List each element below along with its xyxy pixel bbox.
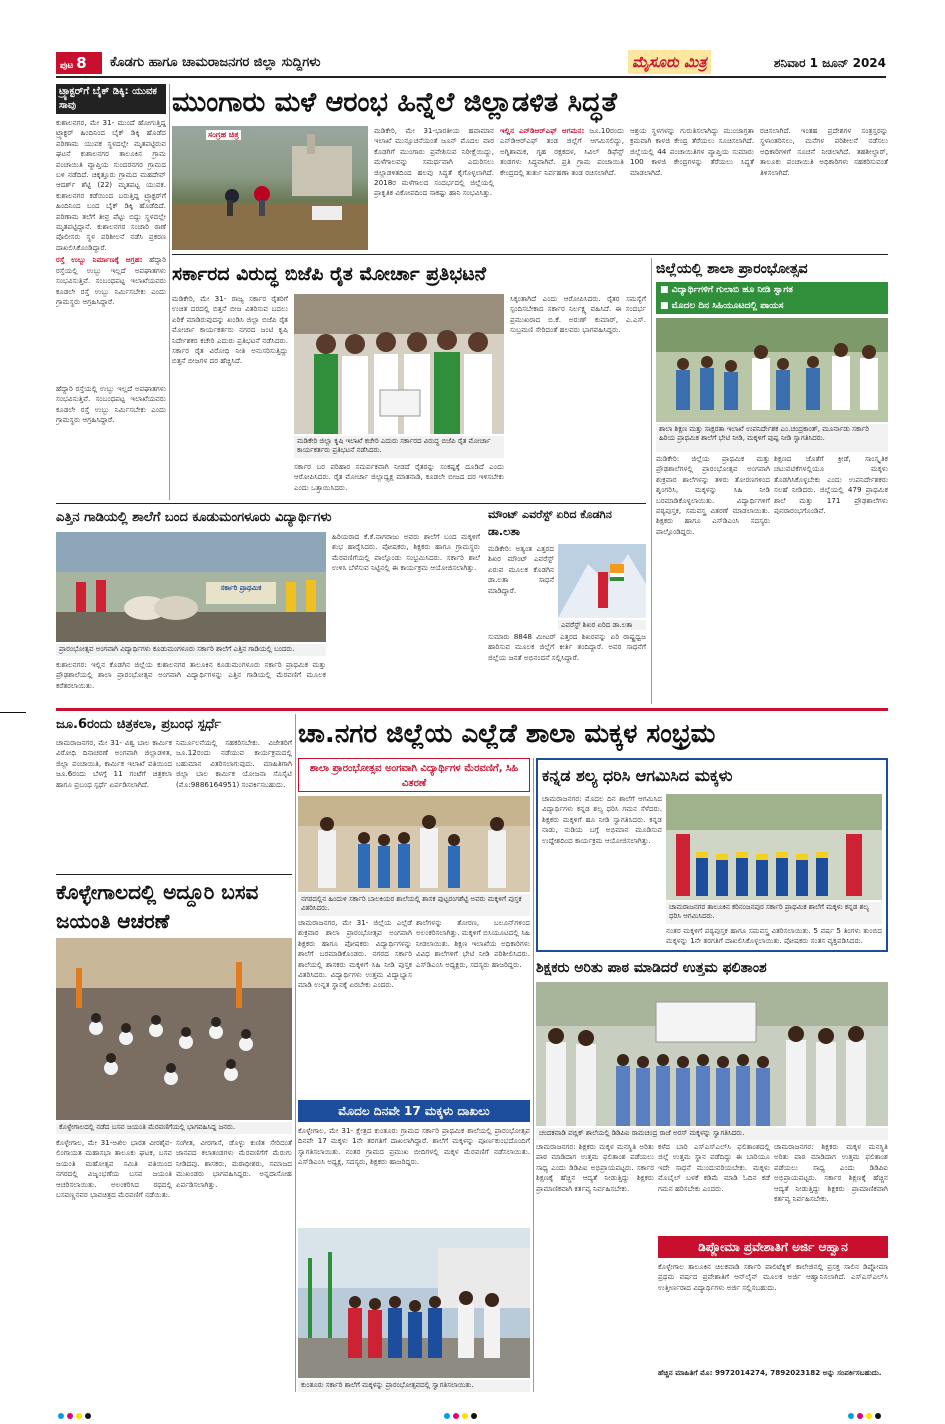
teachers-photo <box>536 982 888 1126</box>
everest-col-2: ಸುಮಾರು 8848 ಮೀಟರ್ ಎತ್ತರದ ಶಿಖರವನ್ನು ಏರಿ ರಾಷ್ಟ್ರಧ್ವಜ ಹಾರಿಸುವ ಮೂಲಕ ಜಿಲ್ಲೆಗೆ ಕೀರ್ತಿ ತಂದಿದ್ದಾರೆ. ಅವರ ಸಾಧನೆಗೆ ಜಿಲ್ಲೆಯ ಜನತೆ ಅಭಿನಂದನೆ ಸಲ್ಲಿಸಿದ್ದಾರೆ. <box>488 632 646 662</box>
teachers-col-3: ಚಾಮರಾಜನಗರ: ಶಿಕ್ಷಕರು ಮಕ್ಕಳ ಮನಸ್ಥಿತಿ ಅರಿತು ಪಾಠ ಮಾಡಿದಾಗ ಉತ್ತಮ ಫಲಿತಾಂಶ ಪಡೆಯಲು ಸಾಧ್ಯ ಎಂದು ಡಿಡಿಪಿಐ ಅಭಿಪ್ರಾಯಪಟ್ಟರು. ಸರ್ಕಾರ ಶಿಕ್ಷಣಕ್ಕೆ ಹೆಚ್ಚಿನ ಆದ್ಯತೆ ನೀಡುತ್ತಿದ್ದು ಶಿಕ್ಷಕರು ಪ್ರಾಮಾಣಿಕವಾಗಿ ಕರ್ತವ್ಯ ನಿರ್ವಹಿಸಬೇಕು. <box>774 1142 888 1204</box>
masthead-logo: ಮೈಸೂರು ಮಿತ್ರ <box>628 50 711 74</box>
school-banner: ಸರ್ಕಾರಿ ಪ್ರಾಥಮಿಕ <box>220 584 262 592</box>
bullock-caption: ಪ್ರಾರಂಭೋತ್ಸವ ಅಂಗವಾಗಿ ವಿದ್ಯಾರ್ಥಿಗಳು ಕೂಡುಮಂಗಳೂರು ಸರ್ಕಾರಿ ಶಾಲೆಗೆ ಎತ್ತಿನ ಗಾಡಿಯಲ್ಲಿ ಬಂದರು. <box>56 644 326 656</box>
divider <box>172 254 888 255</box>
students-group-graphic <box>656 318 888 422</box>
tractor-subhead: ರಸ್ತೆ ಉಬ್ಬು ನಿರ್ಮಾಣಕ್ಕೆ ಆಗ್ರಹ: <box>56 255 143 265</box>
diploma-contact: ಹೆಚ್ಚಿನ ಮಾಹಿತಿಗೆ ಮೊ: 9972014274, 7892023182 ಅನ್ನು ಸಂಪರ್ಕಿಸಬಹುದು. <box>658 1368 882 1377</box>
teachers-caption: ಚಂದಕವಾಡಿ ಪಬ್ಲಿಕ್ ಶಾಲೆಯಲ್ಲಿ ಡಿಡಿಪಿಐ ರಾಮಚಂದ್ರ ರಾಜೆ ಅರಸ್ ಮಕ್ಕಳನ್ನು ಸ್ವಾಗತಿಸಿದರು. <box>536 1128 888 1140</box>
basava-photo <box>56 938 292 1120</box>
chanagar-photo <box>298 796 530 892</box>
kannada-headline: ಕನ್ನಡ ಶಲ್ಯ ಧರಿಸಿ ಆಗಮಿಸಿದ ಮಕ್ಕಳು <box>542 766 733 785</box>
students-in-uniform-graphic <box>666 794 882 900</box>
crop-mark <box>0 712 26 713</box>
bullock-photo <box>56 532 326 642</box>
kannada-col-2: ನಂತರ ಮಕ್ಕಳಿಗೆ ಪಠ್ಯಪುಸ್ತಕ ಹಾಗೂ ಸಮವಸ್ತ್ರ ವಿತರಿಸಲಾಯಿತು. 5 ವರ್ಷ 5 ತಿಂಗಳು ತುಂಬಿದ ಮಕ್ಕಳನ್ನು 1ನೇ ತರಗತಿಗೆ ದಾಖಲಿಸಿಕೊಳ್ಳಲಾಯಿತು. ಪೋಷಕರು ಸಂತಸ ವ್ಯಕ್ತಪಡಿಸಿದರು. <box>666 926 882 946</box>
essay-col-2: ನಿರ್ಮೂಲನೆಯಲ್ಲಿ ಸಹಕರಿಸಬೇಕು. ವಿಜೇತರಿಗೆ ಜೂ.12ರಂದು ನಡೆಯುವ ಕಾರ್ಯಕ್ರಮದಲ್ಲಿ ಬಹುಮಾನ ವಿತರಿಸಲಾಗುವುದು. ಮಾಹಿತಿಗಾಗಿ ಜಿಲ್ಲಾ ಬಾಲ ಕಾರ್ಮಿಕ ಯೋಜನಾ ಸೊಸೈಟಿ (ಮೊ:9886164951) ಸಂಪರ್ಕಿಸಬಹುದು. <box>176 738 292 789</box>
bullock-cart-graphic <box>56 532 326 642</box>
school-start-headline: ಜಿಲ್ಲೆಯಲ್ಲಿ ಶಾಲಾ ಪ್ರಾರಂಭೋತ್ಸವ <box>656 261 808 277</box>
everest-col-1: ಮಡಿಕೇರಿ: ಅತ್ಯಂತ ಎತ್ತರದ ಶಿಖರ ಮೌಂಟ್ ಎವರೆಸ್ಟ್ ಏರುವ ಮೂಲಕ ಕೊಡಗಿನ ಡಾ.ಲತಾ ಸಾಧನೆ ಮಾಡಿದ್ದಾರೆ. <box>488 544 554 595</box>
welcome-ceremony-graphic <box>536 982 888 1126</box>
chanagar-subheadline-box <box>298 758 530 792</box>
basava-caption: ಕೊಳ್ಳೇಗಾಲದಲ್ಲಿ ನಡೆದ ಬಸವ ಜಯಂತಿ ಮೆರವಣಿಗೆಯಲ್ಲಿ ಭಾಗವಹಿಸಿದ್ದ ಜನರು. <box>56 1122 292 1134</box>
seventeen-headline-box <box>298 1100 530 1122</box>
essay-col-1: ಚಾಮರಾಜನಗರ, ಮೇ 31- ವಿಶ್ವ ಬಾಲ ಕಾರ್ಮಿಕ ವಿರೋಧಿ ದಿನಾಚರಣೆ ಅಂಗವಾಗಿ ಜಿಲ್ಲಾಡಳಿತ, ಜಿಲ್ಲಾ ಪಂಚಾಯಿತಿ, ಕಾರ್ಮಿಕ ಇಲಾಖೆ ವತಿಯಿಂದ ಜೂ.6ರಂದು ಬೆಳಗ್ಗೆ 11 ಗಂಟೆಗೆ ಚಿತ್ರಕಲಾ ಹಾಗೂ ಪ್ರಬಂಧ ಸ್ಪರ್ಧೆ ಏರ್ಪಡಿಸಲಾಗಿದೆ. <box>56 738 172 789</box>
bullet-2-text: ಮೊದಲ ದಿನ ಸಿಹಿಯೂಟದಲ್ಲಿ ಪಾಯಸ <box>671 301 784 311</box>
monsoon-photo <box>172 126 368 250</box>
registration-marks-left <box>58 1404 94 1423</box>
kannada-photo <box>666 794 882 900</box>
tractor-headline <box>56 84 166 114</box>
seventeen-photo <box>298 1228 530 1378</box>
school-start-bullet-1 <box>656 282 888 298</box>
tractor-body <box>56 118 166 380</box>
monsoon-col-1: ಮಡಿಕೇರಿ, ಮೇ 31-ಭಾರತೀಯ ಹವಾಮಾನ ಇಲಾಖೆ ಮುನ್ಸೂಚನೆಯಂತೆ ಜೂನ್ ಮೊದಲ ವಾರ ಕೊಡಗಿಗೆ ಮುಂಗಾರು ಪ್ರವೇಶಿಸುವ ನಿರೀಕ್ಷೆಯಿದ್ದು, ಮಳೆಗಾಲವನ್ನು ಸಮರ್ಥವಾಗಿ ಎದುರಿಸಲು ಜಿಲ್ಲಾಡಳಿತದಿಂದ ಹಲವು ಸಿದ್ಧತೆ ಕೈಗೊಳ್ಳಲಾಗಿದೆ. 2018ರ ಮಳೆಗಾಲದ ಸಂದರ್ಭದಲ್ಲಿ ಜಿಲ್ಲೆಯಲ್ಲಿ ಪ್ರಾಕೃತಿಕ ವಿಕೋಪದಿಂದ ಸಾಕಷ್ಟು ಹಾನಿ ಸಂಭವಿಸಿತ್ತು. <box>374 126 494 198</box>
bjp-col-3: ಸಿಕ್ಕಂತಾಗಿದೆ ಎಂದು ಆರೋಪಿಸಿದರು. ರೈತರ ಸಮಸ್ಯೆಗೆ ಸ್ಪಂದಿಸಬೇಕಾದ ಸರ್ಕಾರ ನಿರ್ಲಕ್ಷ್ಯ ವಹಿಸಿದೆ. ಈ ಸಂದರ್ಭ ಪ್ರಮುಖರಾದ ಬಿ.ಕೆ. ಅರುಣ್ ಕುಮಾರ್, ಎ.ಎಸ್. ಸುಬ್ರಮಣಿ ಸೇರಿದಂತೆ ಹಲವರು ಭಾಗವಹಿಸಿದ್ದರು. <box>510 294 646 335</box>
mountain-summit-graphic <box>558 544 646 618</box>
tractor-body2: ಹೆದ್ದಾರಿ ರಸ್ತೆಯಲ್ಲಿ ಉಬ್ಬು ಇಲ್ಲದೆ ಅಪಘಾತಗಳು ಸಂಭವಿಸುತ್ತಿವೆ. ಸಂಬಂಧಪಟ್ಟ ಇಲಾಖೆಯವರು ಕೂಡಲೇ ರಸ್ತೆ ಉಬ್ಬು ನಿರ್ಮಿಸಬೇಕು ಎಂದು ಗ್ರಾಮಸ್ಥರು ಆಗ್ರಹಿಸಿದ್ದಾರೆ. <box>56 255 166 306</box>
students-with-mla-graphic <box>298 796 530 892</box>
basava-col-1: ಕೊಳ್ಳೇಗಾಲ, ಮೇ 31-ಅಖಿಲ ಭಾರತ ವೀರಶೈವ-ಲಿಂಗಾಯತ ಮಹಾಸಭಾ ತಾಲೂಕು ಘಟಕ, ಬಸವ ಜಯಂತಿ ಮಹೋತ್ಸವ ಸಮಿತಿ ವತಿಯಿಂದ ನಗರದಲ್ಲಿ ವಿಜೃಂಭಣೆಯ ಬಸವ ಜಯಂತಿ ಆಚರಿಸಲಾಯಿತು. ಅಲಂಕರಿಸಿದ ರಥದಲ್ಲಿ ಬಸವಣ್ಣನವರ ಭಾವಚಿತ್ರದ ಮೆರವಣಿಗೆ ನಡೆಯಿತು. <box>56 1138 172 1200</box>
protest-crowd-graphic <box>294 294 504 434</box>
diploma-headline: ಡಿಪ್ಲೋಮಾ ಪ್ರವೇಶಾತಿಗೆ ಅರ್ಜಿ ಆಹ್ವಾನ <box>698 1240 848 1254</box>
registration-marks-right <box>848 1404 884 1423</box>
school-start-col-2: ಶಿಕ್ಷಣದ ಜೊತೆಗೆ ಕ್ರೀಡೆ, ಸಾಂಸ್ಕೃತಿಕ ಚಟುವಟಿಕೆಗಳಲ್ಲಿಯೂ ಮಕ್ಕಳು ತೊಡಗಿಸಿಕೊಳ್ಳಬೇಕು ಎಂದು ಉಪನಿರ್ದೇಶಕರು ಸಲಹೆ ನೀಡಿದರು. ಜಿಲ್ಲೆಯಲ್ಲಿ 479 ಪ್ರಾಥಮಿಕ ಶಾಲೆ ಮತ್ತು 171 ಪ್ರೌಢಶಾಲೆಗಳು ಪುನರಾರಂಭಗೊಂಡಿವೆ. <box>774 454 888 516</box>
bullock-col-1: ಕುಶಾಲನಗರ: ಇಲ್ಲಿನ ಕೊಡಗಿನ ಜಿಲ್ಲೆಯ ಕುಶಾಲನಗರ ತಾಲೂಕಿನ ಕೂಡುಮಂಗಳೂರು ಸರ್ಕಾರಿ ಪ್ರಾಥಮಿಕ ಮತ್ತು ಪ್ರೌಢಶಾಲೆಯಲ್ಲಿ ಶಾಲಾ ಪ್ರಾರಂಭೋತ್ಸವ ಅಂಗವಾಗಿ ವಿದ್ಯಾರ್ಥಿಗಳನ್ನು ಎತ್ತಿನ ಗಾಡಿಯಲ್ಲಿ ಮೆರವಣಿಗೆ ಮೂಲಕ ಕರೆತರಲಾಯಿತು. <box>56 660 326 690</box>
seventeen-caption: ಕುಂತೂರು ಸರ್ಕಾರಿ ಶಾಲೆಗೆ ಮಕ್ಕಳನ್ನು ಪ್ರಾರಂಭೋತ್ಸವದಲ್ಲಿ ಸ್ವಾಗತಿಸಲಾಯಿತು. <box>298 1380 530 1392</box>
edition-date: ಶನಿವಾರ 1 ಜೂನ್ 2024 <box>773 56 886 70</box>
school-start-caption: ಶಾಲಾ ಶಿಕ್ಷಣ ಮತ್ತು ಸಾಕ್ಷರತಾ ಇಲಾಖೆ ಉಪನಿರ್ದೇಶಕ ಎಂ.ಚಂದ್ರಕಾಂತ್, ಮೂರ್ನಾಡು ಸರ್ಕಾರಿ ಹಿರಿಯ ಪ್ರಾಥಮಿಕ ಶಾಲೆಗೆ ಭೇಟಿ ನೀಡಿ, ಮಕ್ಕಳಿಗೆ ಪುಷ್ಪ ನೀಡಿ ಸ್ವಾಗತಿಸಿದರು. <box>656 424 888 452</box>
bullock-headline: ಎತ್ತಿನ ಗಾಡಿಯಲ್ಲಿ ಶಾಲೆಗೆ ಬಂದ ಕೂಡುಮಂಗಳೂರು ವಿದ್ಯಾರ್ಥಿಗಳು <box>56 510 332 525</box>
everest-photo <box>558 544 646 618</box>
monsoon-photo-label: ಸಂಗ್ರಹ ಚಿತ್ರ <box>208 130 239 139</box>
monsoon-col2-text: ಜೂ.10ರಂದು ಎನ್‌ಡಿಆರ್‌ಎಫ್ ತಂಡ ಜಿಲ್ಲೆಗೆ ಆಗಮಿಸಲಿದ್ದು, ಅಗ್ನಿಶಾಮಕ, ಗೃಹ ರಕ್ಷಕದಳ, ಸಿವಿಲ್ ಡಿಫೆನ್ಸ್ ತಂಡಗಳು ಸಿದ್ಧವಾಗಿವೆ. ಪ್ರತಿ ಗ್ರಾಮ ಪಂಚಾಯಿತಿ ಕೇಂದ್ರದಲ್ಲಿ ತುರ್ತು ನಿರ್ವಹಣಾ ತಂಡ ರಚಿಸಲಾಗಿದೆ. <box>500 126 624 177</box>
essay-headline: ಜೂ.6ರಂದು ಚಿತ್ರಕಲಾ, ಪ್ರಬಂಧ ಸ್ಪರ್ಧೆ <box>56 717 222 732</box>
header-rule <box>56 76 886 78</box>
column-rule <box>169 84 170 500</box>
school-start-photo <box>656 318 888 422</box>
bjp-caption: ಮಡಿಕೇರಿ ಜಿಲ್ಲಾ ಕೃಷಿ ಇಲಾಖೆ ಕಚೇರಿ ಎದುರು ಸರ್ಕಾರದ ವಿರುದ್ಧ ಬಿಜೆಪಿ ರೈತ ಮೋರ್ಚಾ ಕಾರ್ಯಕರ್ತರು ಪ್ರತಿಭಟನೆ ನಡೆಸಿದರು. <box>294 436 504 458</box>
monsoon-headline: ಮುಂಗಾರು ಮಳೆ ಆರಂಭ ಹಿನ್ನೆಲೆ ಜಿಲ್ಲಾಡಳಿತ ಸಿದ್ಧತೆ <box>172 87 617 118</box>
kannada-col-1: ಚಾಮರಾಜನಗರ: ಮೊದಲ ದಿನ ಶಾಲೆಗೆ ಆಗಮಿಸಿದ ವಿದ್ಯಾರ್ಥಿಗಳು ಕನ್ನಡ ಶಲ್ಯ ಧರಿಸಿ ಗಮನ ಸೆಳೆದರು. ಶಿಕ್ಷಕರು ಮಕ್ಕಳಿಗೆ ಹೂ ನೀಡಿ ಸ್ವಾಗತಿಸಿದರು. ಕನ್ನಡ ನಾಡು, ನುಡಿಯ ಬಗ್ಗೆ ಅಭಿಮಾನ ಮೂಡಿಸುವ ಉದ್ದೇಶದಿಂದ ಕಾರ್ಯಕ್ರಮ ಆಯೋಜಿಸಲಾಗಿತ್ತು. <box>542 794 662 845</box>
kannada-caption: ಚಾಮರಾಜನಗರ ತಾಲೂಕಿನ ಕರಿನಂಜನಪುರ ಸರ್ಕಾರಿ ಪ್ರಾಥಮಿಕ ಶಾಲೆಗೆ ಮಕ್ಕಳು ಕನ್ನಡ ಶಲ್ಯ ಧರಿಸಿ ಆಗಮಿಸಿದರು. <box>666 902 882 924</box>
seventeen-headline: ಮೊದಲ ದಿನವೇ 17 ಮಕ್ಕಳು ದಾಖಲು <box>338 1104 490 1118</box>
bjp-col-1: ಮಡಿಕೇರಿ, ಮೇ 31- ರಾಜ್ಯ ಸರ್ಕಾರ ರೈತರಿಗೆ ಉಚಿತ ದರದಲ್ಲಿ ಬಿತ್ತನೆ ಬೀಜ ವಿತರಿಸುವ ಬದಲು ಏರಿಕೆ ಮಾಡಿರುವುದನ್ನು ಖಂಡಿಸಿ ಜಿಲ್ಲಾ ಬಿಜೆಪಿ ರೈತ ಮೋರ್ಚಾ ಕಾರ್ಯಕರ್ತರು ನಗರದ ಜಂಟಿ ಕೃಷಿ ನಿರ್ದೇಶಕರ ಕಚೇರಿ ಎದುರು ಪ್ರತಿಭಟನೆ ನಡೆಸಿದರು. ಸರ್ಕಾರ ರೈತ ವಿರೋಧಿ ನೀತಿ ಅನುಸರಿಸುತ್ತಿದ್ದು ಬಿತ್ತನೆ ಬೀಜಗಳ ದರ ಹೆಚ್ಚಿಸಿದೆ. <box>172 294 288 366</box>
chanagar-subheadline: ಶಾಲಾ ಪ್ರಾರಂಭೋತ್ಸವ ಅಂಗವಾಗಿ ವಿದ್ಯಾರ್ಥಿಗಳ ಮೆರವಣಿಗೆ, ಸಿಹಿ ವಿತರಣೆ <box>309 763 519 789</box>
column-rule <box>533 758 534 1392</box>
tractor-body-continued: ಹೆದ್ದಾರಿ ರಸ್ತೆಯಲ್ಲಿ ಉಬ್ಬು ಇಲ್ಲದೆ ಅಪಘಾತಗಳು ಸಂಭವಿಸುತ್ತಿವೆ. ಸಂಬಂಧಪಟ್ಟ ಇಲಾಖೆಯವರು ಕೂಡಲೇ ರಸ್ತೆ ಉಬ್ಬು ನಿರ್ಮಿಸಬೇಕು ಎಂದು ಗ್ರಾಮಸ್ಥರು ಆಗ್ರಹಿಸಿದ್ದಾರೆ. <box>56 384 166 425</box>
registration-marks-center <box>444 1404 480 1423</box>
chanagar-caption: ನಗರದಲ್ಲಿನ ಹಿಂದುಳಿ ಸರ್ಕಾರಿ ಬಾಲಕಿಯರ ಶಾಲೆಯಲ್ಲಿ ಶಾಸಕ ಪುಟ್ಟರಂಗಶೆಟ್ಟಿ ಅವರು ಮಕ್ಕಳಿಗೆ ಪುಸ್ತಕ ವಿತರಿಸಿದರು. <box>298 894 530 916</box>
monsoon-col-3: ಆಶ್ರಯ ಸ್ಥಳಗಳನ್ನು ಗುರುತಿಸಲಾಗಿದ್ದು ಮುಂಜಾಗ್ರತಾ ಕ್ರಮವಾಗಿ ಕಾಳಜಿ ಕೇಂದ್ರ ತೆರೆಯಲು ಸೂಚಿಸಲಾಗಿದೆ. ಜಿಲ್ಲೆಯಲ್ಲಿ 44 ಪಂಚಾಯಿತಿಗಳ ವ್ಯಾಪ್ತಿಯ ಸುಮಾರು 100 ಕಾಳಜಿ ಕೇಂದ್ರಗಳನ್ನು ತೆರೆಯಲು ಸಿದ್ಧತೆ ಮಾಡಲಾಗಿದೆ. <box>630 126 754 177</box>
monsoon-col-2 <box>500 126 624 250</box>
basava-headline: ಕೊಳ್ಳೇಗಾಲದಲ್ಲಿ ಅದ್ದೂರಿ ಬಸವ ಜಯಂತಿ ಆಚರಣೆ <box>56 880 259 933</box>
tractor-body-text: ಕುಶಾಲನಗರ, ಮೇ 31- ಮುಂದೆ ಹೋಗುತ್ತಿದ್ದ ಟ್ರ್ಯಾಕ್ಟರ್ ಹಿಂದಿನಿಂದ ಬೈಕ್ ಡಿಕ್ಕಿ ಹೊಡೆದ ಪರಿಣಾಮ ಯುವಕ ಸ್ಥಳದಲ್ಲೇ ಮೃತಪಟ್ಟಿರುವ ಘಟನೆ ಕುಶಾಲನಗರ ತಾಲೂಕಿನ ಗ್ರಾಮ ಪಂಚಾಯಿತಿ ವ್ಯಾಪ್ತಿಯ ಸುಂದರನಗರ ಗ್ರಾಮದ ಬಳಿ ನಡೆದಿದೆ. ಚಿಕ್ಕತ್ತೂರು ಗ್ರಾಮದ ಮಹದೇವ್ ಆದರ್ಶ್ ಶೆಟ್ಟಿ (22) ಮೃತಪಟ್ಟ ಯುವಕ. ಕುಶಾಲನಗರ ಕಡೆಯಿಂದ ಬರುತ್ತಿದ್ದ ಟ್ರ್ಯಾಕ್ಟರ್‌ಗೆ ಹಿಂದಿನಿಂದ ಬಂದ ಬೈಕ್ ಡಿಕ್ಕಿ ಹೊಡೆದಿದೆ. ಪರಿಣಾಮ ತಲೆಗೆ ತೀವ್ರ ಪೆಟ್ಟು ಬಿದ್ದು ಸ್ಥಳದಲ್ಲೇ ಮೃತಪಟ್ಟಿದ್ದಾನೆ. ಕುಶಾಲನಗರ ಸಂಚಾರಿ ಠಾಣೆ ಪೊಲೀಸರು ಸ್ಥಳ ಪರಿಶೀಲನೆ ನಡೆಸಿ ಪ್ರಕರಣ ದಾಖಲಿಸಿಕೊಂಡಿದ್ದಾರೆ. <box>56 118 166 252</box>
monsoon-col-4: ರಚಿಸಲಾಗಿದೆ. ಇಂತಹ ಪ್ರದೇಶಗಳ ಸಂತ್ರಸ್ತರನ್ನು ಸ್ಥಳಾಂತರಿಸಲು, ಮನೆಗಳ ಪರಿಶೀಲನೆ ನಡೆಸಲು ಅಧಿಕಾರಿಗಳಿಗೆ ಸೂಚನೆ ನೀಡಲಾಗಿದೆ. ತಹಶೀಲ್ದಾರ್, ತಾಲೂಕು ಪಂಚಾಯಿತಿ ಅಧಿಕಾರಿಗಳು ಸಹಕರಿಸುವಂತೆ ತಿಳಿಸಲಾಗಿದೆ. <box>760 126 888 177</box>
teachers-headline: ಶಿಕ್ಷಕರು ಅರಿತು ಪಾಠ ಮಾಡಿದರೆ ಉತ್ತಮ ಫಲಿತಾಂಶ <box>536 960 767 976</box>
page-number-box <box>56 52 102 74</box>
chanagar-col-1: ಚಾಮರಾಜನಗರ, ಮೇ 31- ಜಿಲ್ಲೆಯ ಎಲ್ಲೆಡೆ ಶುಕ್ರವಾರ ಶಾಲಾ ಪ್ರಾರಂಭೋತ್ಸವ ಅಂಗವಾಗಿ ಶಿಕ್ಷಕರು ಹಾಗೂ ಪೋಷಕರು ವಿದ್ಯಾರ್ಥಿಗಳನ್ನು ಶಾಲೆಗೆ ಬರಮಾಡಿಕೊಂಡರು. ನಗರದ ಸರ್ಕಾರಿ ಶಾಲೆಯಲ್ಲಿ ಶಾಸಕರು ಮಕ್ಕಳಿಗೆ ಸಿಹಿ ನೀಡಿ ಪುಸ್ತಕ ವಿತರಿಸಿದರು. ವಿದ್ಯಾರ್ಥಿಗಳು ಉತ್ತಮ ವಿದ್ಯಾಭ್ಯಾಸ ಮಾಡಿ ಉನ್ನತ ಸ್ಥಾನಕ್ಕೆ ಏರಬೇಕು ಎಂದರು. <box>298 918 412 990</box>
school-start-bullet-2 <box>656 298 888 314</box>
monsoon-col2-lead: ಇಲ್ಲಿನ ಎನ್‌ಡಿಆರ್‌ಎಫ್ ಆಗಮನ: <box>500 126 585 135</box>
school-procession-graphic <box>298 1228 530 1378</box>
district-title: ಕೊಡಗು ಹಾಗೂ ಚಾಮರಾಜನಗರ ಜಿಲ್ಲಾ ಸುದ್ದಿಗಳು <box>110 55 321 70</box>
teachers-col-1: ಚಾಮರಾಜನಗರ: ಶಿಕ್ಷಕರು ಮಕ್ಕಳ ಮನಸ್ಥಿತಿ ಅರಿತು ಪಾಠ ಮಾಡಿದಾಗ ಉತ್ತಮ ಫಲಿತಾಂಶ ಪಡೆಯಲು ಸಾಧ್ಯ ಎಂದು ಡಿಡಿಪಿಐ ಅಭಿಪ್ರಾಯಪಟ್ಟರು. ಸರ್ಕಾರ ಶಿಕ್ಷಣಕ್ಕೆ ಹೆಚ್ಚಿನ ಆದ್ಯತೆ ನೀಡುತ್ತಿದ್ದು ಶಿಕ್ಷಕರು ಪ್ರಾಮಾಣಿಕವಾಗಿ ಕರ್ತವ್ಯ ನಿರ್ವಹಿಸಬೇಕು. <box>536 1142 654 1193</box>
procession-crowd-graphic <box>56 938 292 1120</box>
divider <box>56 503 646 504</box>
flood-scene-graphic <box>172 126 368 250</box>
section-divider <box>56 708 888 711</box>
bullet-icon: ■ <box>660 285 672 295</box>
bullock-col-2: ಹಿರಿಯರಾದ ಕೆ.ಕೆ.ನಾಗರಾಜು ಅವರು ಶಾಲೆಗೆ ಬಂದ ಮಕ್ಕಳಿಗೆ ಶುಭ ಹಾರೈಸಿದರು. ಪೋಷಕರು, ಶಿಕ್ಷಕರು ಹಾಗೂ ಗ್ರಾಮಸ್ಥರು ಮೆರವಣಿಗೆಯಲ್ಲಿ ಪಾಲ್ಗೊಂಡು ಸಂಭ್ರಮಿಸಿದರು. ಸರ್ಕಾರಿ ಶಾಲೆ ಉಳಿಸಿ ಬೆಳೆಸುವ ನಿಟ್ಟಿನಲ್ಲಿ ಈ ಕಾರ್ಯಕ್ರಮ ಆಯೋಜಿಸಲಾಗಿತ್ತು. <box>332 532 480 573</box>
everest-caption: ಎವರೆಸ್ಟ್ ಶಿಖರ ಏರಿದ ಡಾ.ಲತಾ <box>558 620 646 630</box>
bjp-photo <box>294 294 504 434</box>
tractor-headline-text: ಟ್ರ್ಯಾಕ್ಟರ್‌ಗೆ ಬೈಕ್ ಡಿಕ್ಕಿ: ಯುವಕ ಸಾವು <box>59 86 157 111</box>
bullet-icon: ■ <box>660 301 672 311</box>
diploma-body: ಕೊಳ್ಳೇಗಾಲ ತಾಲೂಕಿನ ಚಿಲಕವಾಡಿ ಸರ್ಕಾರಿ ಪಾಲಿಟೆಕ್ನಿಕ್ ಕಾಲೇಜಿನಲ್ಲಿ ಪ್ರಸಕ್ತ ಸಾಲಿನ ಡಿಪ್ಲೋಮಾ ಪ್ರಥಮ ವರ್ಷದ ಪ್ರವೇಶಾತಿಗೆ ಆನ್‌ಲೈನ್ ಮೂಲಕ ಅರ್ಜಿ ಆಹ್ವಾನಿಸಲಾಗಿದೆ. ಎಸ್‌ಎಸ್‌ಎಲ್‌ಸಿ ಉತ್ತೀರ್ಣರಾದ ವಿದ್ಯಾರ್ಥಿಗಳು ಅರ್ಜಿ ಸಲ್ಲಿಸಬಹುದು. <box>658 1262 888 1292</box>
bullet-1-text: ವಿದ್ಯಾರ್ಥಿಗಳಿಗೆ ಗುಲಾಬಿ ಹೂ ನೀಡಿ ಸ್ವಾಗತ <box>671 285 793 295</box>
column-rule <box>651 258 652 704</box>
bjp-col-2: ಸರ್ಕಾರ ಬರ ಪರಿಹಾರ ಸಮರ್ಪಕವಾಗಿ ನೀಡದೆ ರೈತರನ್ನು ಸಂಕಷ್ಟಕ್ಕೆ ದೂಡಿದೆ ಎಂದು ಆರೋಪಿಸಿದರು. ರೈತ ಮೋರ್ಚಾ ಜಿಲ್ಲಾಧ್ಯಕ್ಷ ಮಾತನಾಡಿ, ಕೂಡಲೇ ಬೀಜದ ದರ ಇಳಿಸಬೇಕು ಎಂದು ಒತ್ತಾಯಿಸಿದರು. <box>294 462 504 492</box>
column-rule <box>295 714 296 1392</box>
teachers-col-2: ಕಳೆದ ಬಾರಿ ಎಸ್‌ಎಸ್‌ಎಲ್‌ಸಿ ಫಲಿತಾಂಶದಲ್ಲಿ ಜಿಲ್ಲೆ ಉತ್ತಮ ಸ್ಥಾನ ಪಡೆದಿದ್ದು ಈ ಬಾರಿಯೂ ಇದೇ ಸಾಧನೆ ಮುಂದುವರಿಯಬೇಕು. ಮಕ್ಕಳು ಮೊಬೈಲ್ ಬಳಕೆ ಕಡಿಮೆ ಮಾಡಿ ಓದಿನ ಕಡೆ ಗಮನ ಹರಿಸಬೇಕು ಎಂದರು. <box>658 1142 770 1193</box>
chanagar-headline: ಚಾ.ನಗರ ಜಿಲ್ಲೆಯ ಎಲ್ಲೆಡೆ ಶಾಲಾ ಮಕ್ಕಳ ಸಂಭ್ರಮ <box>298 719 716 749</box>
seventeen-body: ಕೊಳ್ಳೇಗಾಲ, ಮೇ 31- ಕ್ಷೇತ್ರದ ಕುಂತೂರು ಗ್ರಾಮದ ಸರ್ಕಾರಿ ಪ್ರಾಥಮಿಕ ಶಾಲೆಯಲ್ಲಿ ಪ್ರಾರಂಭೋತ್ಸವ ದಿನವೇ 17 ಮಕ್ಕಳು 1ನೇ ತರಗತಿಗೆ ದಾಖಲಾಗಿದ್ದಾರೆ. ಶಾಲೆಗೆ ಮಕ್ಕಳನ್ನು ಪೂರ್ಣಕುಂಭದೊಂದಿಗೆ ಸ್ವಾಗತಿಸಲಾಯಿತು. ನಂತರ ಗ್ರಾಮದ ಪ್ರಮುಖ ಬೀದಿಗಳಲ್ಲಿ ಮಕ್ಕಳ ಮೆರವಣಿಗೆ ನಡೆಸಲಾಯಿತು. ಎಸ್‌ಡಿಎಂಸಿ ಅಧ್ಯಕ್ಷ, ಸದಸ್ಯರು, ಶಿಕ್ಷಕರು ಹಾಜರಿದ್ದರು. <box>298 1126 530 1167</box>
page-label: ಪುಟ <box>60 61 74 71</box>
diploma-headline-box <box>658 1236 888 1258</box>
chanagar-col-2: ಶಾಲೆಗಳನ್ನು ತೋರಣ, ಬಲೂನ್‌ಗಳಿಂದ ಅಲಂಕರಿಸಲಾಗಿತ್ತು. ಮಕ್ಕಳಿಗೆ ಬಿಸಿಯೂಟದಲ್ಲಿ ಸಿಹಿ ನೀಡಲಾಯಿತು. ಶಿಕ್ಷಣ ಇಲಾಖೆಯ ಅಧಿಕಾರಿಗಳು ವಿವಿಧ ಶಾಲೆಗಳಿಗೆ ಭೇಟಿ ನೀಡಿ ಪರಿಶೀಲಿಸಿದರು. ಎಸ್‌ಡಿಎಂಸಿ ಅಧ್ಯಕ್ಷರು, ಸದಸ್ಯರು ಹಾಜರಿದ್ದರು. <box>416 918 530 969</box>
page-number: 8 <box>76 54 87 72</box>
everest-headline: ಮೌಂಟ್ ಎವರೆಸ್ಟ್ ಏರಿದ ಕೊಡಗಿನ ಡಾ.ಲತಾ <box>488 508 612 538</box>
basava-col-2: ಸಂಗೀತ, ವೀರಗಾಸೆ, ಡೊಳ್ಳು ಕುಣಿತ ಸೇರಿದಂತೆ ಜಾನಪದ ಕಲಾತಂಡಗಳು ಮೆರವಣಿಗೆಗೆ ಮೆರುಗು ನೀಡಿದವು. ಶಾಸಕರು, ಮಠಾಧೀಶರು, ಸಮಾಜದ ಮುಖಂಡರು ಭಾಗವಹಿಸಿದ್ದರು. ಅನ್ನದಾಸೋಹ ಏರ್ಪಡಿಸಲಾಗಿತ್ತು. <box>176 1138 292 1189</box>
school-start-col-1: ಮಡಿಕೇರಿ: ಜಿಲ್ಲೆಯ ಪ್ರಾಥಮಿಕ ಮತ್ತು ಪ್ರೌಢಶಾಲೆಗಳಲ್ಲಿ ಪ್ರಾರಂಭೋತ್ಸವ ಅಂಗವಾಗಿ ಶುಕ್ರವಾರ ಶಾಲೆಗಳನ್ನು ತಳಿರು ತೋರಣಗಳಿಂದ ಶೃಂಗರಿಸಿ, ಮಕ್ಕಳನ್ನು ಸಿಹಿ ನೀಡಿ ಬರಮಾಡಿಕೊಳ್ಳಲಾಯಿತು. ವಿದ್ಯಾರ್ಥಿಗಳಿಗೆ ಪಠ್ಯಪುಸ್ತಕ, ಸಮವಸ್ತ್ರ ವಿತರಣೆ ಮಾಡಲಾಯಿತು. ಶಿಕ್ಷಕರು ಹಾಗೂ ಎಸ್‌ಡಿಎಂಸಿ ಸದಸ್ಯರು ಪಾಲ್ಗೊಂಡಿದ್ದರು. <box>656 454 770 536</box>
bjp-headline: ಸರ್ಕಾರದ ವಿರುದ್ಧ ಬಿಜೆಪಿ ರೈತ ಮೋರ್ಚಾ ಪ್ರತಿಭಟನೆ <box>172 263 486 285</box>
divider <box>56 874 292 875</box>
